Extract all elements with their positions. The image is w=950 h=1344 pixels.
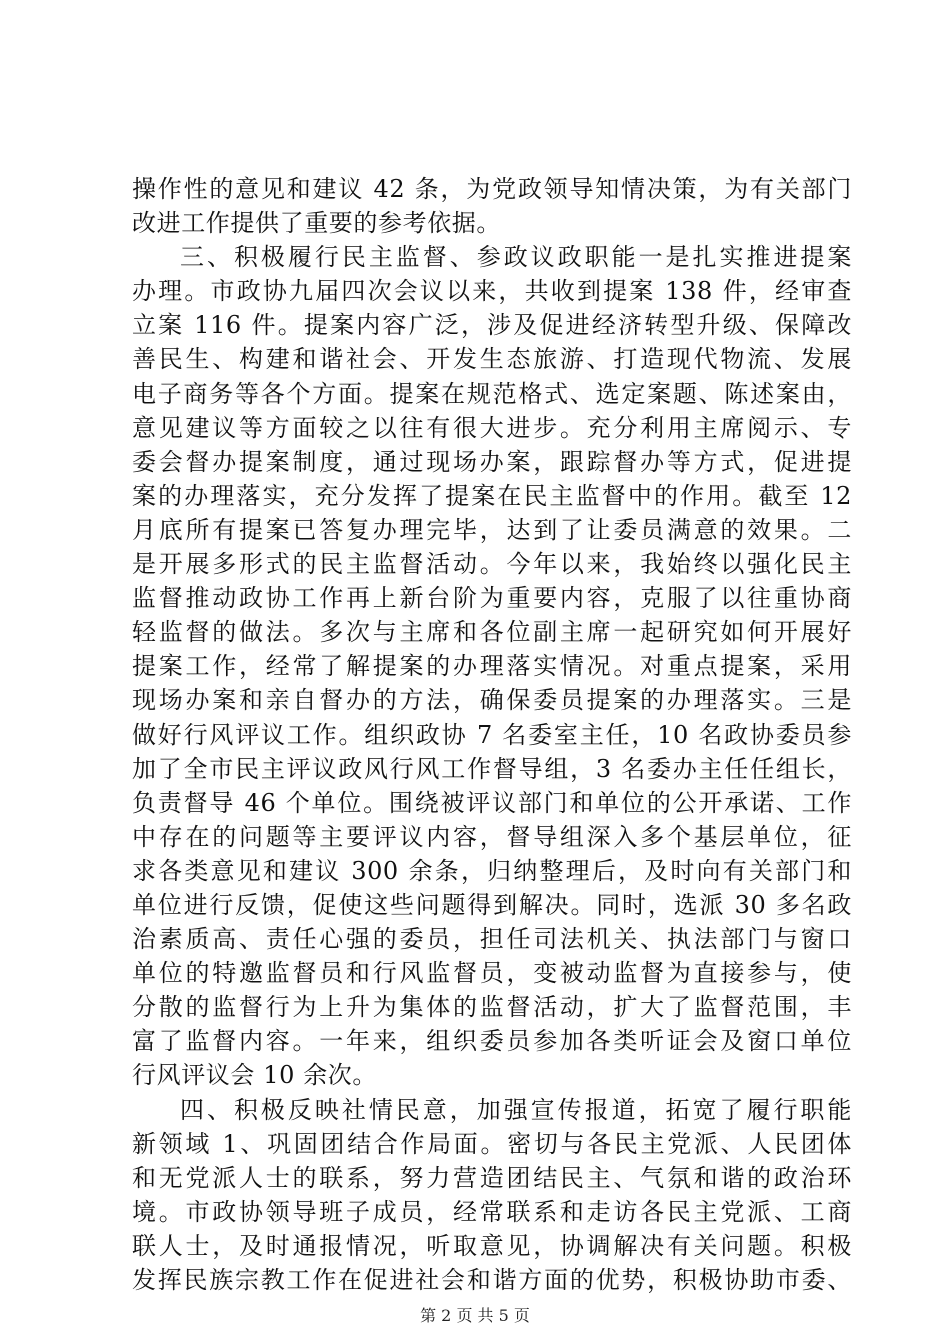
- text-line: 委会督办提案制度，通过现场办案，跟踪督办等方式，促进提: [132, 447, 852, 476]
- text-line: 联人士，及时通报情况，听取意见，协调解决有关问题。积极: [132, 1231, 852, 1260]
- text-line: 善民生、构建和谐社会、开发生态旅游、打造现代物流、发展: [132, 345, 852, 374]
- text-line: 单位的特邀监督员和行风监督员，变被动监督为直接参与，使: [132, 959, 852, 988]
- text-line: 电子商务等各个方面。提案在规范格式、选定案题、陈述案由，: [132, 379, 852, 408]
- text-line: 四、积极反映社情民意，加强宣传报道，拓宽了履行职能: [180, 1095, 852, 1124]
- text-line: 三、积极履行民主监督、参政议政职能一是扎实推进提案: [180, 243, 852, 272]
- text-line: 中存在的问题等主要评议内容，督导组深入多个基层单位，征: [132, 822, 852, 851]
- text-line: 单位进行反馈，促使这些问题得到解决。同时，选派 30 多名政: [132, 890, 852, 919]
- text-line: 求各类意见和建议 300 余条，归纳整理后，及时向有关部门和: [132, 856, 852, 885]
- text-line: 分散的监督行为上升为集体的监督活动，扩大了监督范围，丰: [132, 993, 852, 1022]
- text-line: 提案工作，经常了解提案的办理落实情况。对重点提案，采用: [132, 652, 852, 681]
- text-line: 改进工作提供了重要的参考依据。: [132, 209, 501, 238]
- page-footer: 第 2 页 共 5 页: [420, 1306, 530, 1325]
- text-line: 加了全市民主评议政风行风工作督导组，3 名委办主任任组长，: [132, 754, 852, 783]
- text-line: 现场办案和亲自督办的方法，确保委员提案的办理落实。三是: [132, 686, 852, 715]
- text-line: 操作性的意见和建议 42 条，为党政领导知情决策，为有关部门: [132, 175, 852, 203]
- text-line: 做好行风评议工作。组织政协 7 名委室主任，10 名政协委员参: [132, 720, 852, 749]
- text-line: 监督推动政协工作再上新台阶为重要内容，克服了以往重协商: [132, 584, 852, 613]
- text-line: 发挥民族宗教工作在促进社会和谐方面的优势，积极协助市委、: [132, 1266, 852, 1294]
- text-line: 境。市政协领导班子成员，经常联系和走访各民主党派、工商: [132, 1197, 852, 1226]
- text-line: 立案 116 件。提案内容广泛，涉及促进经济转型升级、保障改: [132, 311, 852, 340]
- text-line: 新领域 1、巩固团结合作局面。密切与各民主党派、人民团体: [132, 1129, 852, 1158]
- text-line: 意见建议等方面较之以往有很大进步。充分利用主席阅示、专: [132, 413, 852, 442]
- text-line: 富了监督内容。一年来，组织委员参加各类听证会及窗口单位: [132, 1027, 852, 1056]
- text-line: 和无党派人士的联系，努力营造团结民主、气氛和谐的政治环: [132, 1163, 852, 1192]
- text-line: 行风评议会 10 余次。: [132, 1061, 377, 1090]
- text-line: 治素质高、责任心强的委员，担任司法机关、执法部门与窗口: [132, 925, 852, 954]
- text-line: 案的办理落实，充分发挥了提案在民主监督中的作用。截至 12: [132, 481, 852, 510]
- text-line: 轻监督的做法。多次与主席和各位副主席一起研究如何开展好: [132, 618, 852, 647]
- text-line: 是开展多形式的民主监督活动。今年以来，我始终以强化民主: [132, 550, 852, 579]
- text-line: 月底所有提案已答复办理完毕，达到了让委员满意的效果。二: [132, 515, 852, 544]
- text-line: 办理。市政协九届四次会议以来，共收到提案 138 件，经审查: [132, 277, 852, 306]
- document-body: [132, 172, 852, 1297]
- text-line: 负责督导 46 个单位。围绕被评议部门和单位的公开承诺、工作: [132, 788, 852, 817]
